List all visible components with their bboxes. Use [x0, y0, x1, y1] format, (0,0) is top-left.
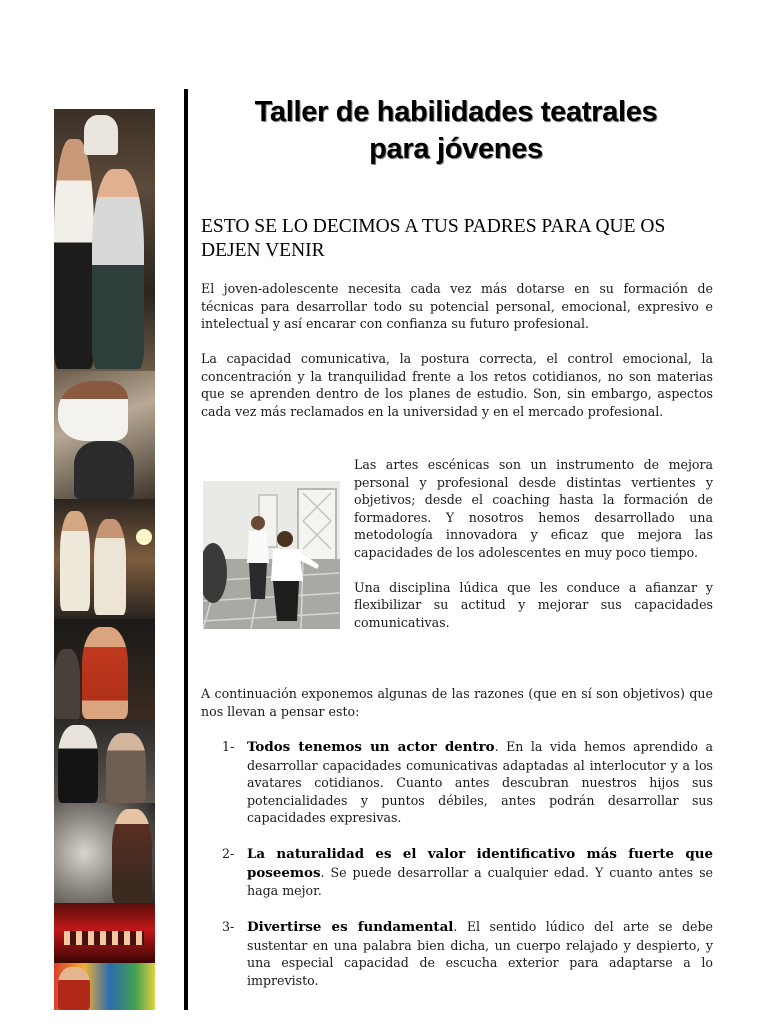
reason-item-1: [224, 738, 713, 827]
reason-number: 1-: [222, 739, 235, 754]
section-heading: ESTO SE LO DECIMOS A TUS PADRES PARA QUE OS DEJEN VENIR: [201, 216, 666, 261]
collage-photo-group: [54, 499, 155, 619]
photo-collage-strip: [54, 109, 155, 1010]
reason-title: Todos tenemos un actor dentro: [247, 739, 495, 755]
reason-title: La naturalidad es el valor identificativo más fuerte que poseemos: [247, 846, 713, 881]
paragraph-1: El joven-adolescente necesita cada vez más dotarse en su formación de técnicas para desarrollar todo su potencial personal, emocional, expresivo e intelectual y así encarar con confianza su futuro profesional.: [201, 281, 713, 332]
collage-photo-colorful: [54, 963, 155, 1010]
photo-boys-dancing-illustration: [203, 481, 340, 629]
paragraph-4: Una disciplina lúdica que les conduce a afianzar y flexibilizar su actitud y mejorar sus capacidades comunicativas.: [354, 579, 713, 630]
collage-photo-smoke-stage: [54, 803, 155, 903]
collage-photo-red-stage: [54, 903, 155, 963]
reason-number: 2-: [222, 846, 235, 861]
paragraph-3-block: [201, 456, 713, 633]
reason-text: . Se puede desarrollar a cualquier edad. Y cuanto antes se haga mejor.: [247, 864, 713, 899]
page-title: [200, 94, 712, 168]
paragraph-2: La capacidad comunicativa, la postura correcta, el control emocional, la concentración y la tranquilidad frente a los retos cotidianos, no son materias que se aprenden dentro de los planes de estudio. Son, sin embargo, aspectos cada vez más reclamados en la universidad y en el mercado profesional.: [201, 351, 713, 419]
collage-photo-costume: [54, 719, 155, 803]
collage-photo-dancers: [54, 109, 155, 371]
reason-text: . En la vida hemos aprendido a desarrollar capacidades comunicativas adaptadas al interlocutor y a los avatares cotidianos. Cuanto antes descubran nuestros hijos sus potencialidades y puntos débiles, antes podrán desarrollar sus capacidades expresivas.: [247, 739, 713, 826]
paragraph-3: Las artes escénicas son un instrumento de mejora personal y profesional desde distintas vertientes y objetivos; desde el coaching hasta la formación de formadores. Y nosotros hemos desarrollado una metodología innovadora y eficaz que mejora las capacidades de los adolescentes en muy poco tiempo.: [354, 457, 713, 560]
title-line-1: Taller de habilidades teatrales: [254, 96, 658, 128]
vertical-divider: [184, 89, 188, 1010]
reason-number: 3-: [222, 919, 235, 934]
reason-item-2: [224, 845, 713, 900]
collage-photo-red-dancer: [54, 619, 155, 719]
collage-photo-rehearsal: [54, 371, 155, 499]
reason-text: . El sentido lúdico del arte se debe sustentar en una palabra bien dicha, un cuerpo relajado y despierto, y una especial capacidad de escucha exterior para adaptarse a lo imprevisto.: [247, 919, 713, 988]
photo-boys-dancing: [203, 481, 340, 629]
reason-title: Divertirse es fundamental: [247, 919, 454, 935]
reason-item-3: [224, 918, 713, 989]
title-line-2: para jóvenes: [369, 133, 543, 165]
reasons-lead: A continuación exponemos algunas de las razones (que en sí son objetivos) que nos llevan a pensar esto:: [201, 686, 713, 719]
